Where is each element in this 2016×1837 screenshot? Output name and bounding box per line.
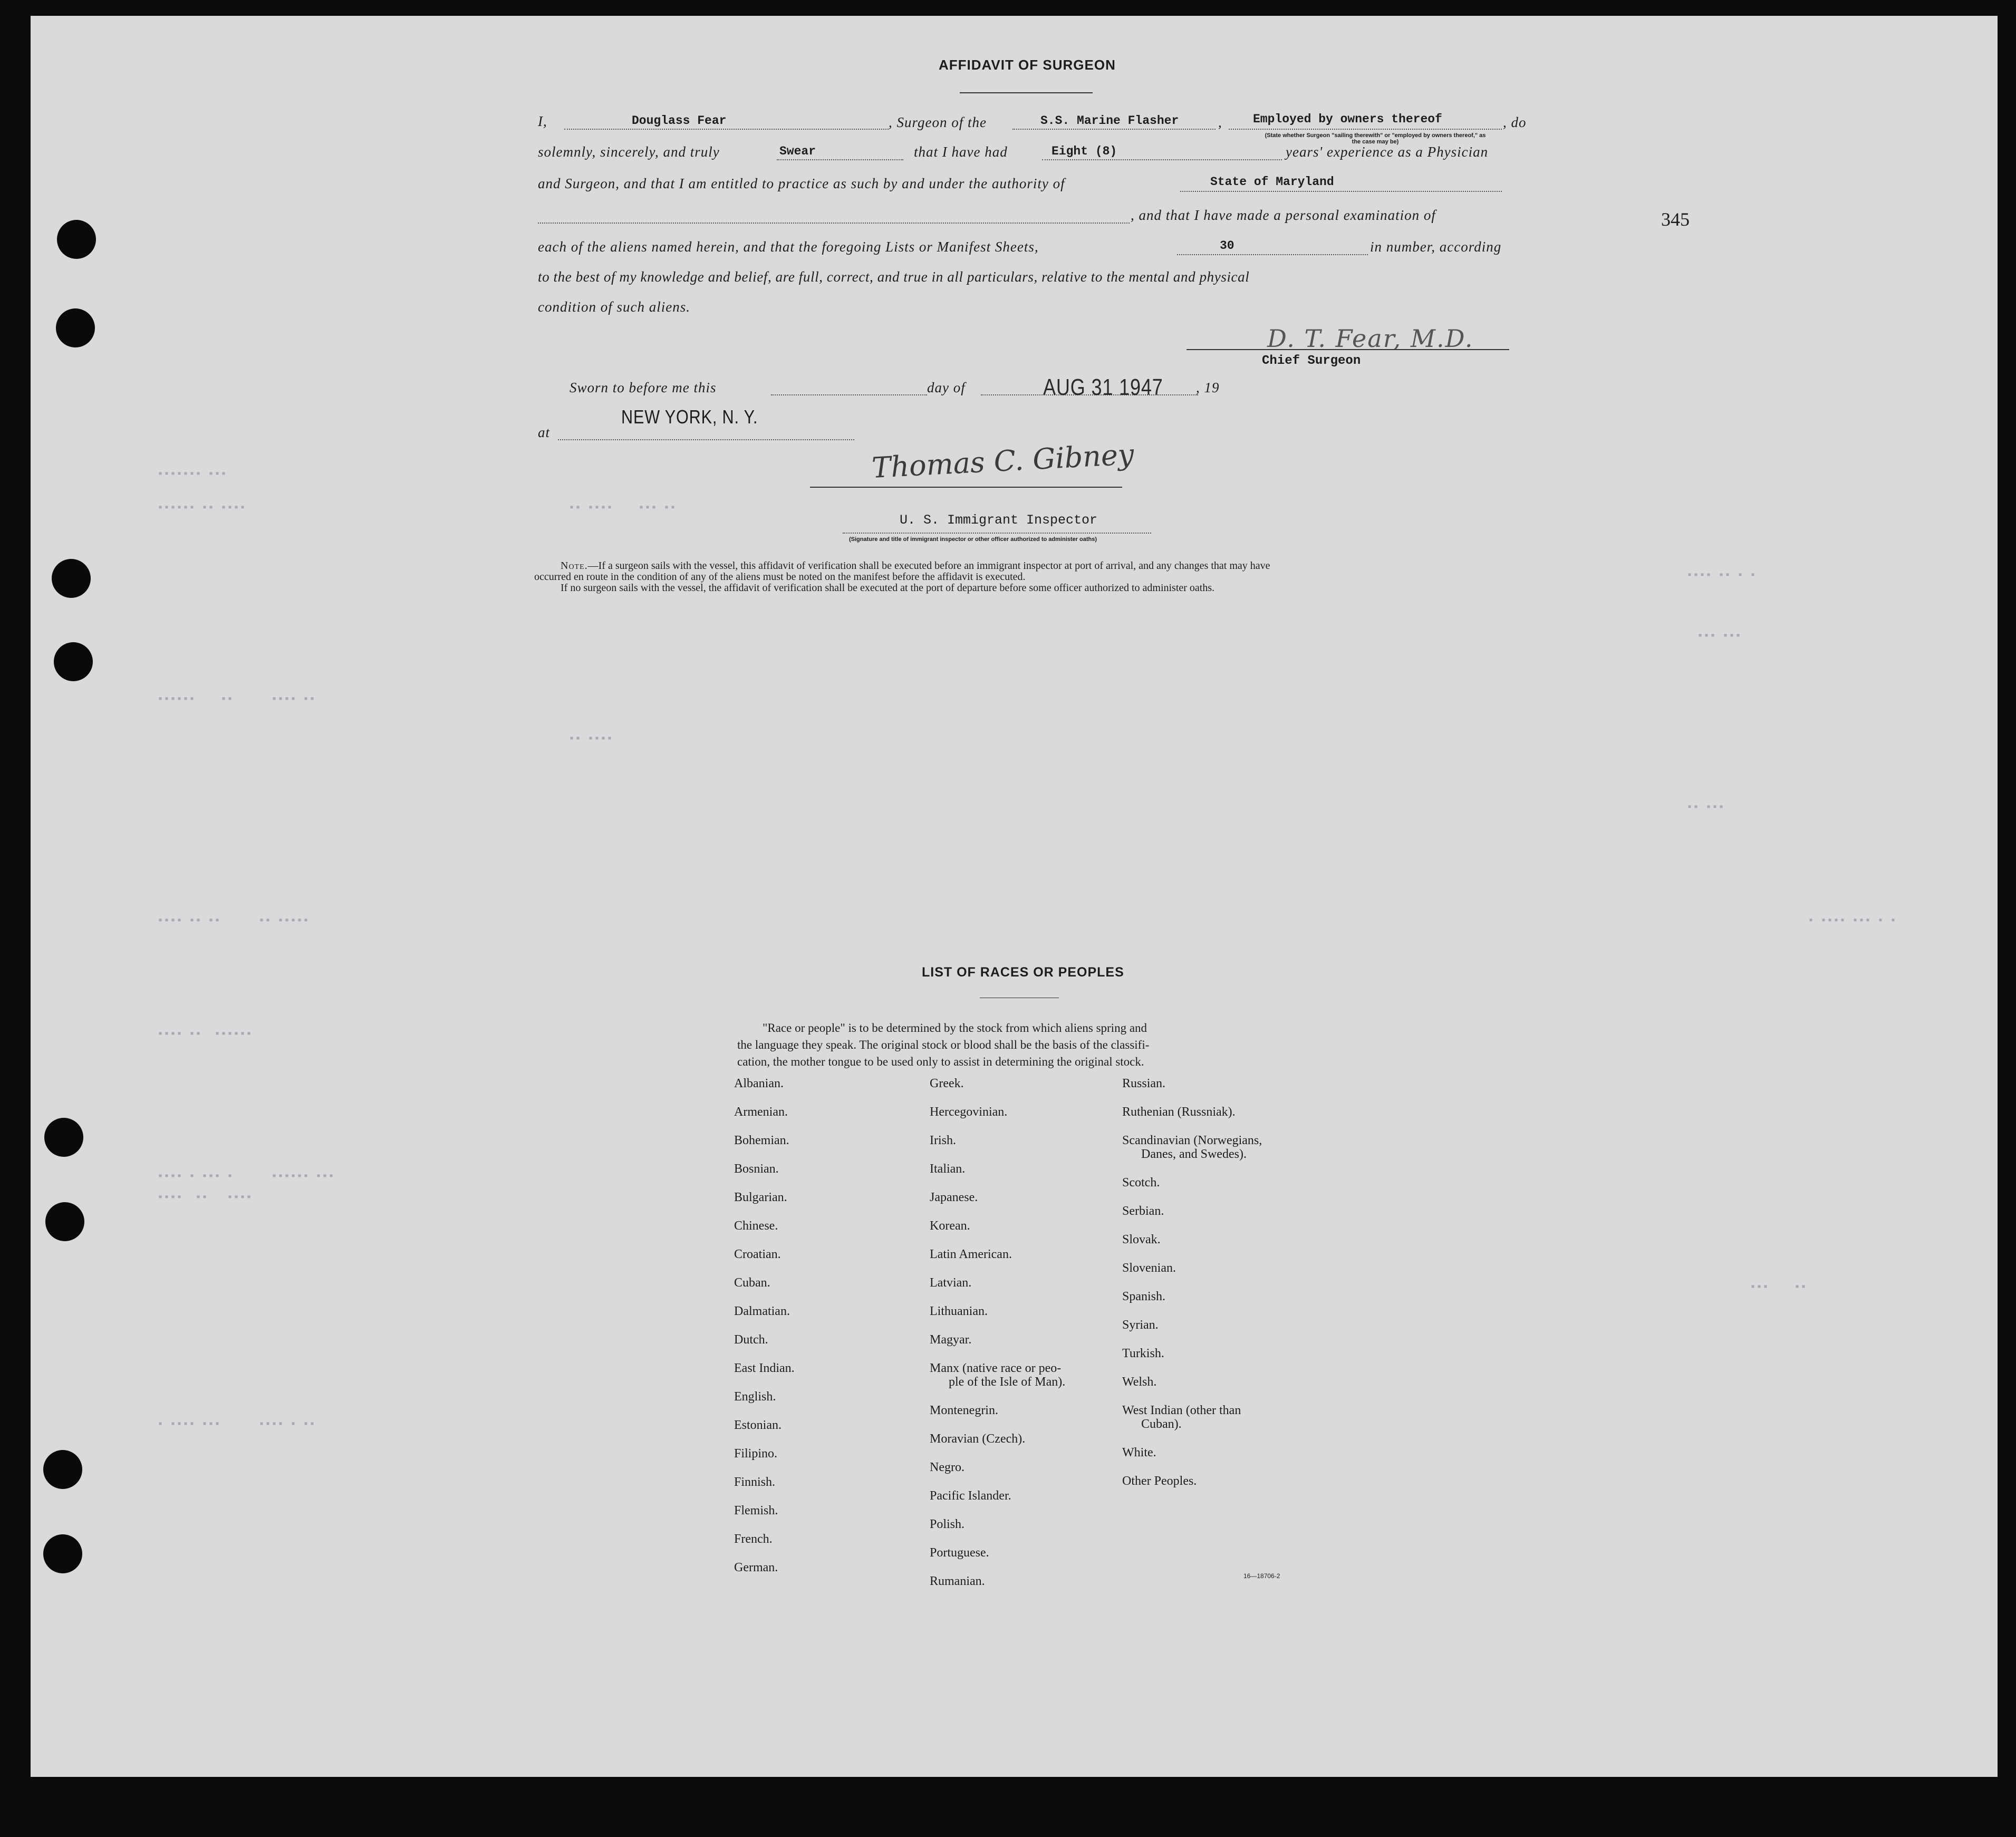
race-item: Croatian. xyxy=(734,1248,781,1261)
race-item: Irish. xyxy=(930,1134,956,1147)
title-underline xyxy=(960,92,1093,93)
surgeon-of-label: , Surgeon of the xyxy=(889,114,987,130)
fill-line xyxy=(777,159,903,160)
intro-line: the language they speak. The original stock or blood shall be the basis of the classifi- xyxy=(737,1038,1150,1051)
note-line-3: If no surgeon sails with the vessel, the affidavit of verification shall be executed at the port of departure before some officer authorized to administer oaths. xyxy=(561,582,1215,594)
affidavit-prefix: I, xyxy=(538,113,547,129)
races-intro xyxy=(737,1020,1149,1070)
race-item: West Indian (other than xyxy=(1122,1404,1241,1417)
years-field: Eight (8) xyxy=(1052,144,1117,158)
race-item: Albanian. xyxy=(734,1077,784,1090)
race-item: Chinese. xyxy=(734,1219,778,1233)
fill-line xyxy=(1042,159,1282,160)
race-item: Danes, and Swedes). xyxy=(1141,1147,1247,1161)
fill-line xyxy=(558,439,854,440)
bleed-through-mark: ▪▪▪▪▪▪ ▪▪ ▪▪▪▪ xyxy=(157,502,246,514)
note-line-2: occurred en route in the condition of any of the aliens must be noted on the manifest before the affidavit is executed. xyxy=(534,571,1026,583)
race-item: Korean. xyxy=(930,1219,970,1233)
race-item: Serbian. xyxy=(1122,1204,1164,1218)
knowledge-text: to the best of my knowledge and belief, are full, correct, and true in all particulars, relative to the mental and physical xyxy=(538,269,1250,285)
race-item: ple of the Isle of Man). xyxy=(949,1375,1066,1389)
race-item: Hercegovinian. xyxy=(930,1105,1008,1119)
race-item: Armenian. xyxy=(734,1105,788,1119)
inspector-title: U. S. Immigrant Inspector xyxy=(900,513,1098,528)
intro-line: "Race or people" is to be determined by the stock from which aliens spring and xyxy=(763,1021,1147,1034)
form-number: 16—18706-2 xyxy=(1243,1572,1280,1580)
race-item: Filipino. xyxy=(734,1447,778,1461)
race-item: Magyar. xyxy=(930,1333,972,1347)
bleed-through-mark: ▪▪ ▪▪▪▪ ▪▪▪ ▪▪ xyxy=(568,502,677,514)
race-item: Japanese. xyxy=(930,1191,978,1204)
fill-line xyxy=(538,223,1130,224)
race-item: English. xyxy=(734,1390,776,1404)
note-line-1 xyxy=(561,560,1270,572)
bleed-through-mark: ▪▪ ▪▪▪▪ xyxy=(568,733,613,745)
race-item: Bosnian. xyxy=(734,1162,779,1176)
year-prefix: , 19 xyxy=(1196,380,1220,395)
entitled-text: and Surgeon, and that I am entitled to practice as such by and under the authority of xyxy=(538,176,1065,191)
place-stamp: NEW YORK, N. Y. xyxy=(621,406,758,428)
solemnly-text: solemnly, sincerely, and truly xyxy=(538,144,720,160)
intro-line: cation, the mother tongue to be used only to assist in determining the original stock. xyxy=(737,1055,1144,1068)
race-item: Lithuanian. xyxy=(930,1304,988,1318)
binder-hole xyxy=(45,1202,84,1241)
at-label: at xyxy=(538,424,551,440)
race-item: Latvian. xyxy=(930,1276,972,1290)
fill-line xyxy=(1229,129,1502,130)
have-had-text: that I have had xyxy=(914,144,1008,160)
race-item: Syrian. xyxy=(1122,1318,1159,1332)
do-label: , do xyxy=(1503,114,1527,130)
fill-line xyxy=(1180,191,1502,192)
race-item: Flemish. xyxy=(734,1504,778,1517)
race-item: Manx (native race or peo- xyxy=(930,1361,1062,1375)
bleed-through-mark: ▪▪▪▪ ▪ ▪▪▪ ▪ ▪▪▪▪▪▪ ▪▪▪ xyxy=(157,1171,335,1183)
authority-field: State of Maryland xyxy=(1210,175,1334,189)
binder-hole xyxy=(56,308,95,347)
bleed-through-mark: ▪▪▪▪▪▪▪ ▪▪▪ xyxy=(157,468,227,480)
surgeon-signature: D. T. Fear, M.D. xyxy=(1267,324,1474,353)
binder-hole xyxy=(43,1534,82,1573)
fill-line xyxy=(1177,254,1368,255)
race-item: Slovenian. xyxy=(1122,1261,1176,1275)
page-number: 345 xyxy=(1661,209,1690,230)
bleed-through-mark: ▪▪▪▪ ▪▪ ▪ ▪ xyxy=(1686,569,1757,582)
employment-field: Employed by owners thereof xyxy=(1253,112,1442,126)
note-text: —If a surgeon sails with the vessel, this affidavit of verification shall be executed before an immigrant inspector at port of arrival, and any changes that may have xyxy=(587,560,1270,572)
note-label: Note. xyxy=(561,560,588,572)
bleed-through-mark: ▪ ▪▪▪▪ ▪▪▪ ▪ ▪ xyxy=(1808,915,1897,927)
surgeon-name-field: Douglass Fear xyxy=(632,114,727,128)
comma: , xyxy=(1218,114,1222,130)
binder-hole xyxy=(54,642,93,681)
race-item: Other Peoples. xyxy=(1122,1474,1197,1488)
condition-text: condition of such aliens. xyxy=(538,299,690,315)
race-item: Ruthenian (Russniak). xyxy=(1122,1105,1236,1119)
race-item: Italian. xyxy=(930,1162,966,1176)
race-item: Polish. xyxy=(930,1517,965,1531)
race-item: Welsh. xyxy=(1122,1375,1157,1389)
in-number-text: in number, according xyxy=(1370,239,1502,255)
race-item: Cuban. xyxy=(734,1276,770,1290)
race-item: Latin American. xyxy=(930,1248,1012,1261)
race-item: Dutch. xyxy=(734,1333,768,1347)
sworn-text: Sworn to before me this xyxy=(570,380,717,395)
fill-line xyxy=(1012,129,1216,130)
race-item: White. xyxy=(1122,1446,1156,1459)
date-stamp: AUG 31 1947 xyxy=(1043,374,1163,400)
binder-hole xyxy=(44,1118,83,1157)
vessel-name-field: S.S. Marine Flasher xyxy=(1040,114,1179,128)
inspector-signature: Thomas C. Gibney xyxy=(871,438,1135,485)
race-item: Russian. xyxy=(1122,1077,1166,1090)
race-item: Negro. xyxy=(930,1461,964,1474)
employment-hint: (State whether Surgeon "sailing therewith" or "employed by owners thereof," as the case may be) xyxy=(1265,132,1486,145)
race-item: Greek. xyxy=(930,1077,964,1090)
race-item: Pacific Islander. xyxy=(930,1489,1011,1503)
race-item: Turkish. xyxy=(1122,1347,1164,1360)
affidavit-title: AFFIDAVIT OF SURGEON xyxy=(939,57,1116,73)
signature-line xyxy=(810,487,1122,488)
oath-field: Swear xyxy=(779,144,816,158)
race-item: East Indian. xyxy=(734,1361,795,1375)
binder-hole xyxy=(43,1450,82,1489)
bleed-through-mark: ▪▪▪▪ ▪▪ ▪▪ ▪▪ ▪▪▪▪▪ xyxy=(157,915,310,927)
bleed-through-mark: ▪▪▪▪ ▪▪ ▪▪▪▪▪▪ xyxy=(157,1028,253,1040)
experience-text: years' experience as a Physician xyxy=(1286,144,1489,160)
fill-line xyxy=(771,394,927,395)
signature-line xyxy=(1187,349,1509,350)
sheet-count-field: 30 xyxy=(1220,239,1234,253)
race-item: Rumanian. xyxy=(930,1574,985,1588)
race-item: Scotch. xyxy=(1122,1176,1160,1190)
race-item: Estonian. xyxy=(734,1418,782,1432)
race-item: German. xyxy=(734,1561,778,1574)
manifest-text: each of the aliens named herein, and that the foregoing Lists or Manifest Sheets, xyxy=(538,239,1039,255)
race-item: Moravian (Czech). xyxy=(930,1432,1026,1446)
race-item: Spanish. xyxy=(1122,1290,1166,1303)
race-item: Bulgarian. xyxy=(734,1191,787,1204)
inspector-hint: (Signature and title of immigrant inspector or other officer authorized to administer oaths) xyxy=(849,536,1097,543)
race-item: Bohemian. xyxy=(734,1134,789,1147)
binder-hole xyxy=(52,559,91,598)
bleed-through-mark: ▪ ▪▪▪▪ ▪▪▪ ▪▪▪▪ ▪ ▪▪ xyxy=(157,1418,316,1430)
bleed-through-mark: ▪▪ ▪▪▪ xyxy=(1686,801,1725,814)
binder-hole xyxy=(57,220,96,259)
fill-line xyxy=(564,129,889,130)
bleed-through-mark: ▪▪▪▪ ▪▪ ▪▪▪▪ xyxy=(157,1192,253,1204)
race-item: Portuguese. xyxy=(930,1546,989,1560)
fill-line xyxy=(843,533,1151,534)
bleed-through-mark: ▪▪▪▪▪▪ ▪▪ ▪▪▪▪ ▪▪ xyxy=(157,693,316,705)
bleed-through-mark: ▪▪▪ ▪▪ xyxy=(1750,1281,1807,1293)
race-item: Finnish. xyxy=(734,1475,776,1489)
race-item: Scandinavian (Norwegians, xyxy=(1122,1134,1262,1147)
race-item: French. xyxy=(734,1532,773,1546)
race-item: Slovak. xyxy=(1122,1233,1161,1246)
bleed-through-mark: ▪▪▪ ▪▪▪ xyxy=(1697,630,1742,642)
examination-text: , and that I have made a personal examination of xyxy=(1131,207,1436,223)
race-item: Dalmatian. xyxy=(734,1304,790,1318)
document-sheet xyxy=(31,16,1998,1777)
races-title: LIST OF RACES OR PEOPLES xyxy=(922,965,1124,980)
race-item: Cuban). xyxy=(1141,1417,1182,1431)
chief-surgeon-title: Chief Surgeon xyxy=(1262,354,1361,368)
race-item: Montenegrin. xyxy=(930,1404,998,1417)
day-of-text: day of xyxy=(927,380,966,395)
